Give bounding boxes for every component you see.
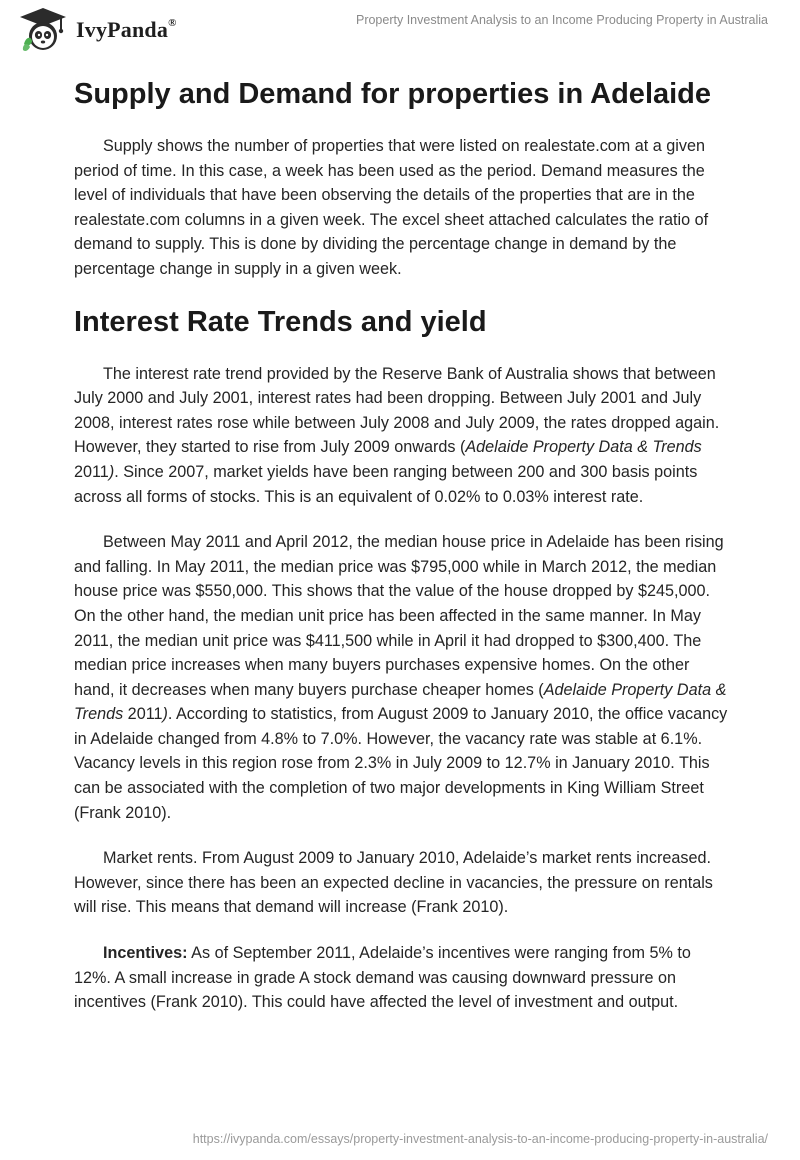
paragraph-supply-demand: Supply shows the number of properties that were listed on realestate.com at a given period of time. In this case, a week has been used as the period. Demand measures the level of individuals that have been observing the details of the properties that are in the realestate.com columns in a given week. The excel sheet attached calculates the ratio of demand to supply. This is done by dividing the percentage change in demand by the percentage change in supply in a given week. [74,137,709,278]
paragraph-incentives [74,941,729,1015]
page-header [0,0,800,60]
brand-name-text: IvyPanda [76,17,169,42]
paragraph-text: As of September 2011, Adelaide’s incentives were ranging from 5% to 12%. A small increase in grade A stock demand was causing downward pressure on incentives (Frank 2010). This could have affected the level of investment and output. [74,944,691,1012]
citation-year: 2011 [74,462,109,481]
citation-title: Adelaide Property Data & Trends [465,438,702,457]
paragraph-interest-trend [74,362,729,510]
paragraph-text: . According to statistics, from August 2009 to January 2010, the office vacancy in Adelaide changed from 4.8% to 7.0%. However, the vacancy rate was stable at 6.1%. Vacancy levels in this region rose from 2.3% in July 2009 to 12.7% in January 2010. This can be associated with the completion of two major developments in King William Street (Frank 2010). [74,705,728,822]
citation-close: ) [108,462,115,481]
article-body [74,70,729,1015]
ivypanda-logo[interactable] [14,6,177,54]
citation-title: Adelaide Property Data & Trends [74,680,727,724]
section-heading-supply-demand: Supply and Demand for properties in Adelaide [74,78,712,110]
registered-mark: ® [168,16,177,29]
citation-close: ) [162,705,168,724]
source-url[interactable]: https://ivypanda.com/essays/property-investment-analysis-to-an-income-producing-property-in-australia/ [192,1132,768,1146]
citation-year: 2011 [123,705,163,724]
paragraph-median-prices [74,530,729,825]
brand-name [76,17,177,43]
incentives-label: Incentives: [103,944,188,963]
paragraph-text: The interest rate trend provided by the Reserve Bank of Australia shows that between July 2000 and July 2001, interest rates had been dropping. Between July 2001 and July 2008, interest rates rose while between July 2008 and July 2009, the rates dropped again. However, they started to rise from July 2009 onwards ( [74,364,720,457]
paragraph-text: Between May 2011 and April 2012, the median house price in Adelaide has been rising and falling. In May 2011, the median price was $795,000 while in March 2012, the median house price was $550,000. This shows that the value of the house dropped by $245,000. On the other hand, the median unit price has been affected in the same manner. In May 2011, the median unit price was $411,500 while in April it had dropped to $300,400. The median price increases when many buyers purchases expensive homes. On the other hand, it decreases when many buyers purchase cheaper homes ( [74,533,724,699]
graduation-cap-panda-icon [14,6,72,54]
paragraph-market-rents: Market rents. From August 2009 to January 2010, Adelaide’s market rents increased. However, since there has been an expected decline in vacancies, the pressure on rentals will rise. This means that demand will increase (Frank 2010). [74,849,713,917]
section-heading-interest-rates: Interest Rate Trends and yield [74,305,487,338]
paragraph-text: . Since 2007, market yields have been ranging between 200 and 300 basis points across all forms of stocks. This is an equivalent of 0.02% to 0.03% interest rate. [74,462,698,506]
document-title: Property Investment Analysis to an Income Producing Property in Australia [355,13,768,27]
